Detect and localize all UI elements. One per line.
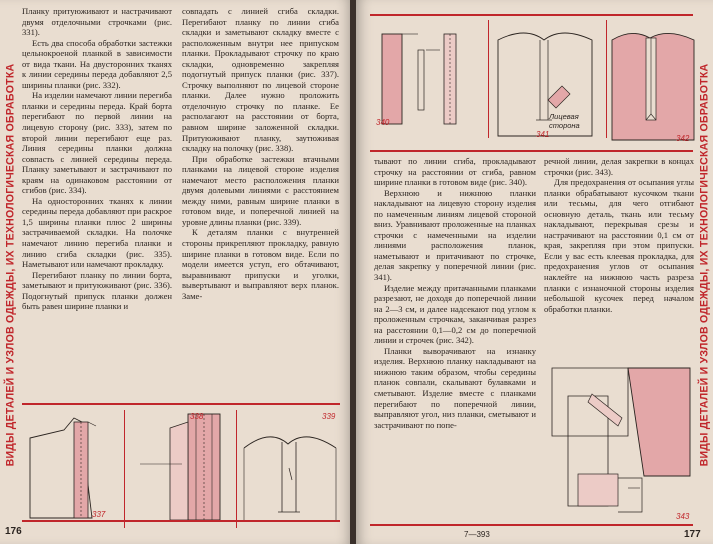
figure-343-label: 343 — [676, 512, 690, 521]
figure-342-label: 342 — [676, 134, 690, 143]
paragraph: Планку притуюживают и настрачивают двумя отделочными строчками (рис. 331). — [22, 6, 172, 38]
paragraph: Верхнюю и нижнюю планки накладывают на лицевую сторону изделия по намеченным линиям лицевой стороной вниз. Уравнивают проложенные на планках строчки с намеченными на изделии линиями расположения планок, наметывают и притачивают по строчке, делая закрепку у поперечной линии (рис. 341). — [374, 187, 536, 283]
paragraph: Есть два способа обработки застежки цельнокроеной планкой в зависимости от вида ткани. На двусторонних тканях к линии середины переда добавляют 2,5 ширины планки (рис. 332). — [22, 37, 172, 90]
figure-340-label: 340 — [376, 118, 390, 127]
paragraph: тывают по линии сгиба, прокладывают строчку на расстоянии от сгиба, равном ширине планки в готовом виде (рис. 340). — [374, 156, 536, 188]
paragraph: совпадать с линией сгиба складки. Перегибают планку по линии сгиба складки и заметывают складку вместе с расположенным внутри нее припуском планки. Прокладывают строчку по краю складки, одновременно закрепляя подогнутый припуск планки (рис. 337). Строчку выполняют по лицевой стороне планки. Далее нужно проложить отделочную строчку по планке. Ее располагают на расстоянии от борта, равном ширине заложенной складки. Притуюживают планку, заутюживая складку на полочку (рис. 338). — [182, 6, 339, 154]
figure-342 — [610, 24, 696, 144]
figure-343 — [548, 366, 694, 526]
figure-caption: Лицевая сторона — [549, 112, 580, 130]
figure-divider — [236, 410, 237, 528]
paragraph: При обработке застежки втачными планками на лицевой стороне изделия намечают место расположения планки двумя долевыми линиями с расстоянием между ними, равным ширине планки в готовом виде, и поперечной линией на уровне длины планки (рис. 339). — [182, 153, 339, 227]
paragraph: Перегибают планку по линии борта, заметывают и притуюживают (рис. 336). Подогнутый припуск планки должен быть равен ширине планки и — [22, 269, 172, 312]
figure-top-rule — [370, 14, 693, 16]
bottom-rule — [370, 524, 693, 526]
right-column-1 — [374, 156, 536, 430]
right-page — [356, 0, 713, 544]
right-column-2 — [544, 156, 694, 314]
figure-top-rule — [22, 403, 340, 405]
left-column-1 — [22, 6, 172, 312]
left-page — [0, 0, 352, 544]
figure-341-label: 341 — [536, 130, 550, 139]
paragraph: На односторонних тканях к линии середины переда добавляют при раскрое 1,5 ширины планки плюс 2 ширины застрачиваемой складки. На полочке намечают линию перегиба планки и линию сгиба складки (рис. 335). Наметывают или намечают прокладку. — [22, 195, 172, 270]
paragraph: Планки выворачивают на изнанку изделия. Верхнюю планку накладывают на нижнюю таким образом, чтобы середины планок совпали, скалывают булавками и сметывают. Изделие вместе с планками перегибают по поперечной линии, выправляют угол, низ планки, сметывают и застрачивают по попе- — [374, 345, 536, 430]
figure-divider — [488, 20, 489, 138]
paragraph: На изделии намечают линии перегиба планки и середины переда. Край борта перегибают по первой линии на лицевую сторону (рис. 333), затем по второй линии перегибают еще раз. Линия середины планки должна совпасть с линией середины переда. Планку заметывают и застрачивают по краям на одинаковом расстоянии от сгибов (рис. 334). — [22, 90, 172, 196]
page-number: 177 — [684, 529, 701, 540]
figure-337-label: 337 — [92, 510, 106, 519]
figure-bottom-rule — [370, 150, 693, 152]
paragraph: Изделие между притачанными планками разрезают, не доходя до поперечной линии на 2—3 см, и далее надсекают под углом к проложенным строчкам, заканчивая разрез на расстоянии 0,1—0,2 см до поперечной линии и строчек (рис. 342). — [374, 282, 536, 346]
figure-339-label: 339 — [322, 412, 336, 421]
figure-divider — [606, 20, 607, 138]
bottom-rule — [22, 520, 340, 522]
paragraph: Для предохранения от осыпания углы планки обрабатывают кусочком ткани или тесьмы, для чего отгибают основную деталь, ткань или тесьму накладывают, перекрывая срезы и настрачивают на расстоянии 0,1 см от края, закрепляя при этом припуски. Если у вас есть клеевая прокладка, для предохранения углов от осыпания наклейте на нижнюю часть разреза планки с изнаночной стороны изделия небольшой кусочек перед началом обработки планки. — [544, 177, 694, 314]
page-number: 176 — [5, 526, 22, 537]
left-side-title: ВИДЫ ДЕТАЛЕЙ И УЗЛОВ ОДЕЖДЫ, ИХ ТЕХНОЛОГИЧЕСКАЯ ОБРАБОТКА — [4, 63, 17, 466]
figure-divider — [124, 410, 125, 528]
figure-338-label: 338 — [190, 412, 204, 421]
right-side-title: ВИДЫ ДЕТАЛЕЙ И УЗЛОВ ОДЕЖДЫ, ИХ ТЕХНОЛОГИЧЕСКАЯ ОБРАБОТКА — [698, 63, 711, 466]
figure-337 — [24, 408, 114, 523]
signature-mark: 7—393 — [464, 530, 490, 539]
paragraph: К деталям планки с внутренней стороны прикрепляют прокладку, равную ширине планки в готовом виде. Если по модели имеется уступ, его обтачивают, выравнивают припуски и уголки, вывертывают и выправляют верх планок. Заме- — [182, 227, 339, 301]
figure-338 — [130, 408, 240, 523]
left-column-2 — [182, 6, 339, 301]
figure-340 — [374, 20, 484, 130]
figure-339 — [240, 408, 340, 523]
paragraph: речной линии, делая закрепки в концах строчки (рис. 343). — [544, 156, 694, 177]
